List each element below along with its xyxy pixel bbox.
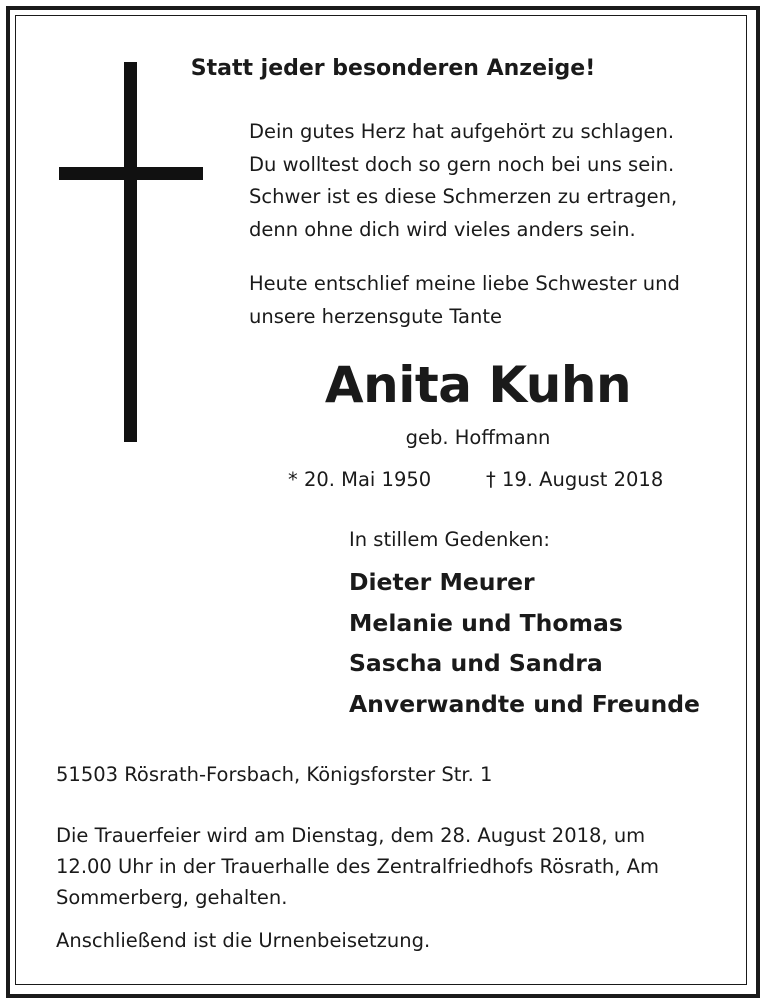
mourner: Sascha und Sandra — [349, 649, 603, 677]
cross-horizontal-bar — [59, 167, 203, 180]
announcement: Heute entschlief meine liebe Schwester und unsere herzensgute Tante — [249, 272, 680, 328]
deceased-name: Anita Kuhn — [324, 356, 632, 414]
mourner: Melanie und Thomas — [349, 608, 623, 637]
cross-vertical-bar — [124, 62, 137, 442]
address: 51503 Rösrath-Forsbach, Königsforster Str. 1 — [56, 763, 493, 786]
mourners-list — [349, 562, 700, 724]
mourner: Anverwandte und Freunde — [349, 689, 700, 718]
headline: Statt jeder besonderen Anzeige! — [190, 56, 596, 81]
mourning-label: In stillem Gedenken: — [349, 528, 550, 551]
mourner: Dieter Meurer — [349, 568, 535, 596]
birth-date: * 20. Mai 1950 — [288, 468, 432, 491]
ceremony-info: Die Trauerfeier wird am Dienstag, dem 28. August 2018, um 12.00 Uhr in der Trauerhalle des Zentralfriedhofs Rösrath, Am Sommerberg, gehalten. — [56, 824, 659, 909]
birth-name: geb. Hoffmann — [405, 426, 551, 449]
closing-note: Anschließend ist die Urnenbeisetzung. — [56, 929, 431, 952]
poem: Dein gutes Herz hat aufgehört zu schlagen. Du wolltest doch so gern noch bei uns sein. Schwer ist es diese Schmerzen zu ertragen, denn ohne dich wird vieles anders sein. — [249, 120, 678, 241]
death-date: † 19. August 2018 — [486, 468, 664, 491]
